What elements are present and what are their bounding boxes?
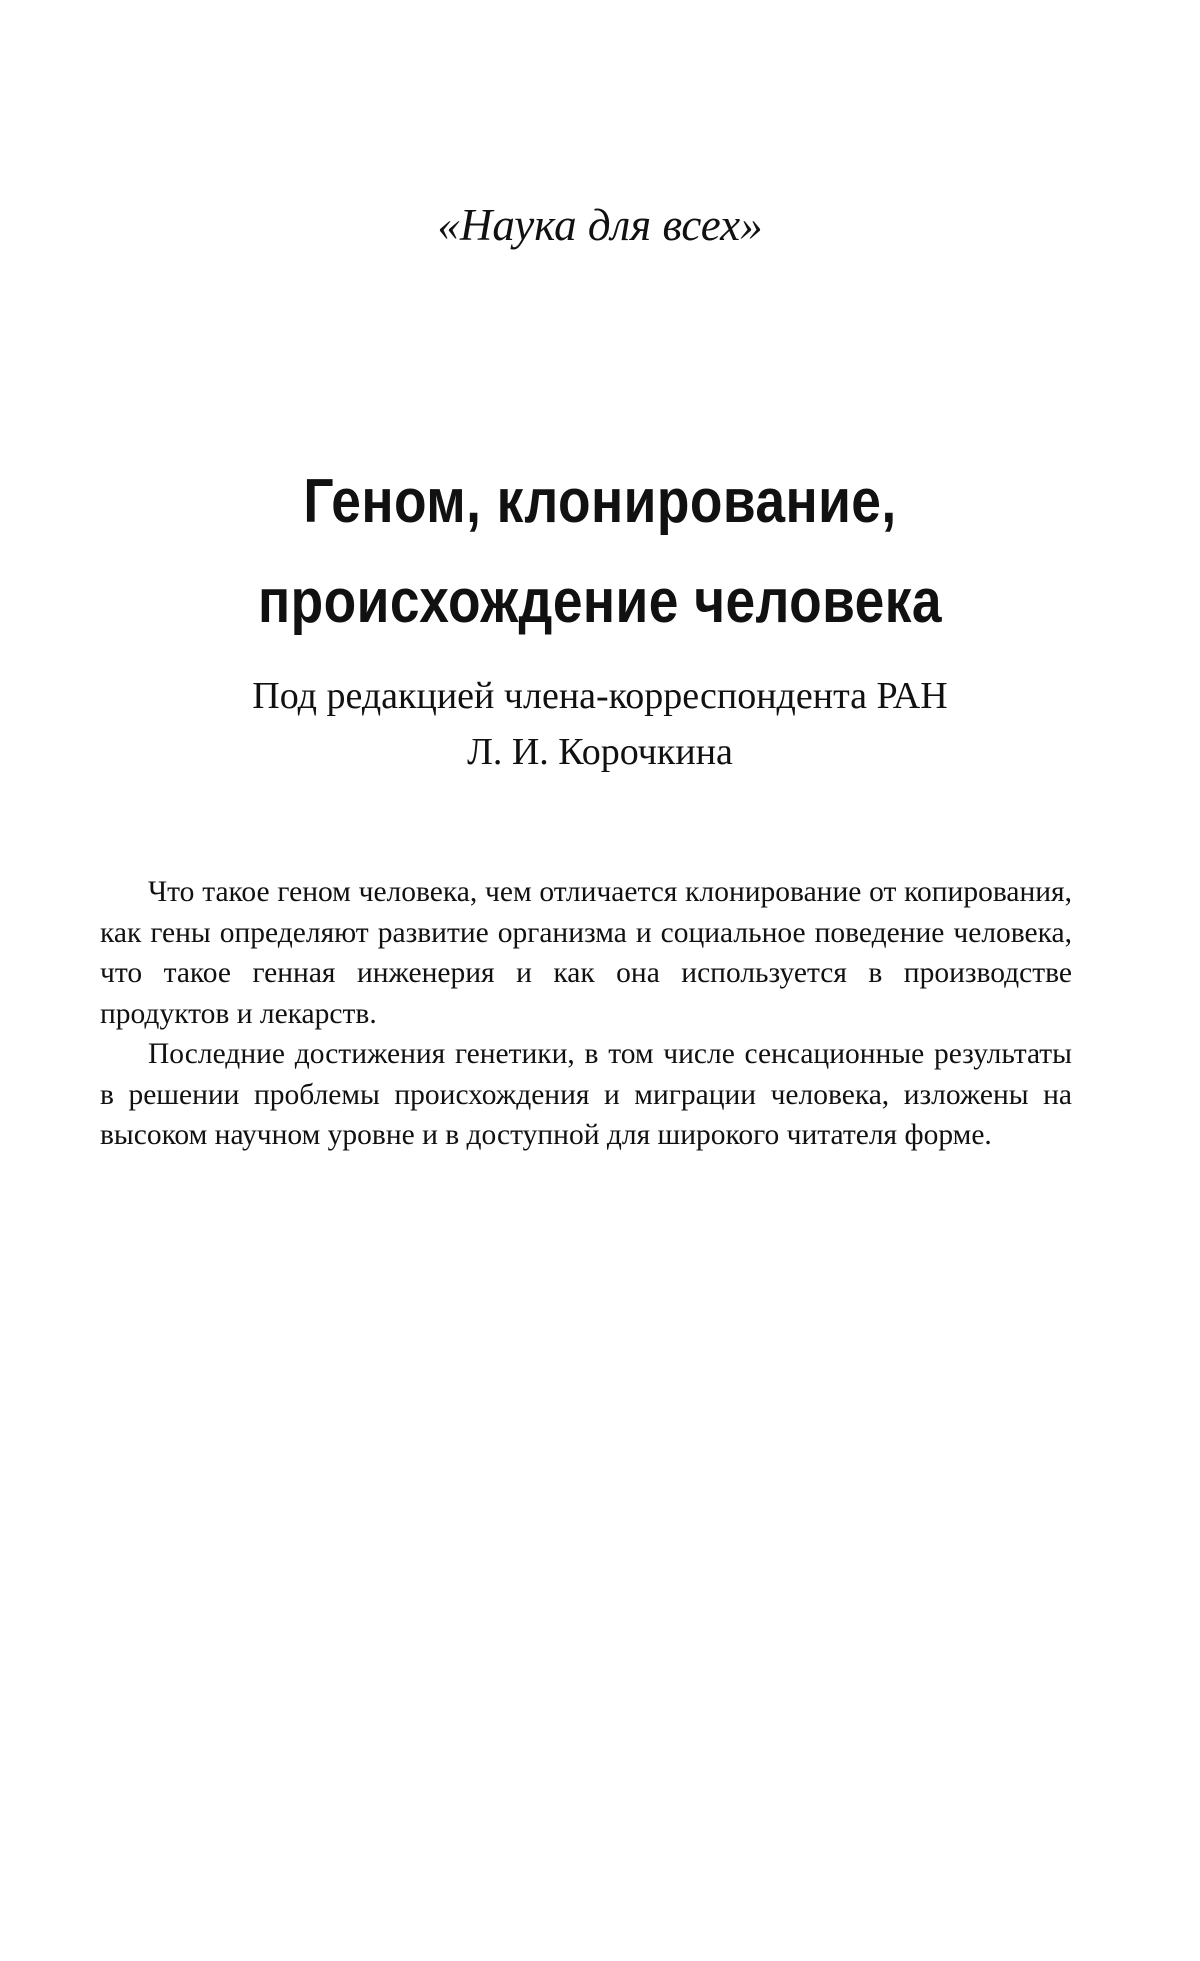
editor-credit-line-1: Под редакцией члена-корреспондента РАН	[252, 675, 948, 717]
annotation	[100, 872, 1072, 1156]
book-title-line-2: происхождение человека	[258, 567, 942, 636]
editor-credit-line-2: Л. И. Корочкина	[467, 731, 733, 773]
book-title	[84, 452, 1116, 652]
annotation-paragraph-2: Последние достижения генетики, в том числе сенсационные результаты в решении проблемы происхождения и миграции человека, изложены на высоком научном уровне и в доступной для широкого читателя форме.	[100, 1038, 1072, 1151]
series-title: «Наука для всех»	[437, 200, 763, 250]
book-title-line-1: Геном, клонирование,	[303, 467, 897, 536]
annotation-paragraph-1: Что такое геном человека, чем отличается клонирование от копирования, как гены определяют развитие организма и социальное поведение человека, что такое генная инженерия и как она используется в производстве продуктов и лекарств.	[100, 876, 1072, 1030]
editor-credit	[0, 668, 1200, 780]
